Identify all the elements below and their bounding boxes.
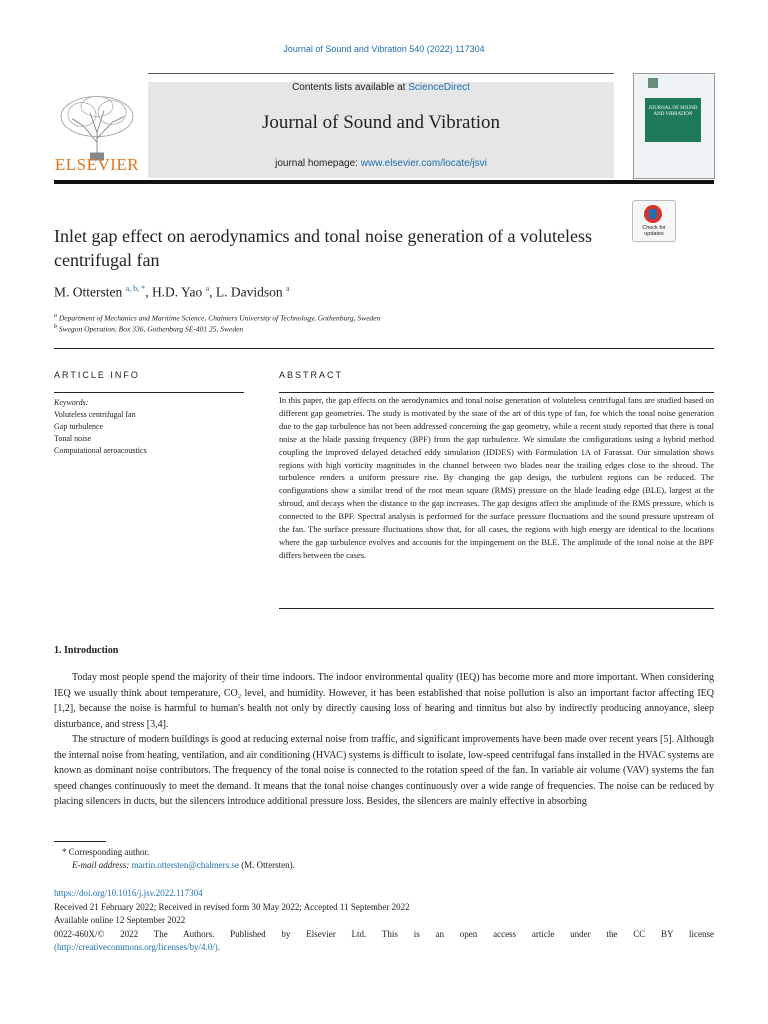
author-affiliation-marker[interactable]: a (205, 284, 210, 293)
online-date: Available online 12 September 2022 (54, 915, 186, 925)
abstract-bottom-rule (279, 608, 714, 609)
affiliation (54, 313, 380, 323)
abstract-text: In this paper, the gap effects on the aerodynamics and tonal noise generation of voluteless centrifugal fans are studied based on different gap geometries. The study is motivated by the state of the art of this type of fan, for which the tonal noise generation due to the gap turbulence has not been addressed concerning the gap geometry, while a recent study reported that there is tonal noise at the blade passing frequency (BPF) from the gap turbulence. We simulate the configurations using a hybrid method coupling the improved delayed detached eddy simulation (IDDES) with Formulation 1A of Farassat. Our simulation shows regions with high vorticity magnitudes in the channel between two blades near the trailing edges close to the shroud. The turbulence renders a uniform pressure rise. By changing the gap design, the turbulent regions can be reduced. The configurations show a similar trend of the root mean square (RMS) pressure on the blade leading edge (BLE), largest at the shroud, and decays when the distance to the gap increases. The gap designs affect the amplitude of the RMS pressure, which is connected to the BPF. Spectral analysis is performed for the surface pressure fluctuations and the sound pressure upstream of the fan. The surface pressure fluctuations show that, for all cases, the regions with high energy are identical to the locations where the gap turbulence evolves and accounts for the impingement on the BLE. The amplitude of the tonal noise at the BPF differs between the cases. (279, 395, 714, 560)
publisher-logo-text[interactable]: ELSEVIER (54, 155, 140, 174)
author-name[interactable]: H.D. Yao (151, 284, 203, 300)
affiliation-text: Department of Mechanics and Maritime Science, Chalmers University of Technology, Gothenburg, Sweden (58, 313, 381, 323)
homepage-link[interactable]: www.elsevier.com/locate/jsvi (360, 158, 487, 169)
journal-homepage (148, 158, 614, 169)
cover-title-text: JOURNAL OF SOUND AND VIBRATION (648, 106, 698, 117)
section-heading-introduction: 1. Introduction (54, 645, 119, 656)
affiliation-text: Swegon Operation, Box 336, Gothenburg SE-401 25, Sweden (58, 324, 244, 334)
license-statement: 0022-460X/© 2022 The Authors. Published by Elsevier Ltd. This is an open access article under the CC BY license (54, 928, 714, 939)
keyword: Computational aeroacoustics (54, 446, 147, 455)
email-footnote (72, 860, 295, 870)
check-for-updates-button[interactable] (632, 200, 676, 242)
author-name[interactable]: M. Ottersten (54, 284, 123, 300)
footnote-rule (54, 841, 106, 842)
cover-publisher-icon (648, 78, 658, 88)
article-title: Inlet gap effect on aerodynamics and tonal noise generation of a voluteless centrifugal fan (54, 226, 592, 270)
contents-line (148, 82, 614, 93)
email-suffix: (M. Ottersten). (238, 860, 295, 870)
affiliation-marker: b (54, 324, 57, 330)
keywords-block (54, 397, 147, 457)
abstract-rule (279, 392, 714, 393)
section-divider (54, 348, 714, 349)
received-dates: Received 21 February 2022; Received in revised form 30 May 2022; Accepted 11 September 2022 (54, 901, 410, 912)
intro-paragraph: Today most people spend the majority of their time indoors. The indoor environmental quality (IEQ) has become more and more important. When considering IEQ we usually think about temperature, CO₂ level, and humidity. However, it has been established that noise pollution is also an important factor affecting IEQ [1,2], because the noise is harmful to human's health not only by directly causing loss of hearing and tinnitus but also by indirectly producing annoyance, sleep disturbance, and stress [3,4]. (54, 672, 714, 730)
contents-prefix: Contents lists available at (292, 82, 409, 93)
sciencedirect-link[interactable]: ScienceDirect (408, 82, 470, 93)
homepage-prefix: journal homepage: (275, 158, 361, 169)
author-affiliation-marker[interactable]: a, b, * (125, 284, 146, 293)
cover-title-panel (645, 98, 701, 142)
email-label: E-mail address: (72, 860, 130, 870)
keywords-label: Keywords: (54, 398, 89, 407)
author-email-link[interactable]: martin.ottersten@chalmers.se (131, 860, 239, 870)
affiliation-marker: a (54, 313, 57, 319)
check-updates-label: Check for updates (642, 225, 666, 237)
doi-link[interactable]: https://doi.org/10.1016/j.jsv.2022.117304 (54, 888, 203, 898)
journal-title: Journal of Sound and Vibration (261, 112, 501, 133)
license-link[interactable]: (http://creativecommons.org/licenses/by/4.0/). (54, 942, 221, 952)
author-list: M. Ottersten $^{a, b, *}$, H.D. Yao $^a$, L. Davidson $^a$ (54, 284, 290, 300)
keyword: Gap turbulence (54, 422, 104, 431)
check-updates-icon (644, 205, 662, 223)
author-name[interactable]: L. Davidson (215, 284, 283, 300)
journal-cover-thumbnail[interactable] (633, 73, 715, 179)
abstract-heading: ABSTRACT (279, 370, 344, 380)
header-top-rule (148, 73, 614, 74)
author-affiliation-marker[interactable]: a (286, 284, 290, 293)
article-info-rule (54, 392, 244, 393)
keyword: Tonal noise (54, 434, 91, 443)
corresponding-author-note: * Corresponding author. (62, 847, 150, 857)
journal-reference[interactable]: Journal of Sound and Vibration 540 (2022) 117304 (283, 44, 485, 54)
affiliation (54, 324, 243, 334)
intro-paragraph: The structure of modern buildings is good at reducing external noise from traffic, and significant improvements have been made over recent years [5]. Although the internal noise from heating, ventilation, and air conditioning (HVAC) systems is difficult to isolate, low-speed centrifugal fans installed in the HVAC systems are known as dominant noise contributors. The frequency of the tonal noise is connected to the rotation speed of the fan. In variable air volume (VAV) systems the fan speed changes continuously to meet the demand. It means that the tonal noise changes continuously over a wide range of frequencies. The noise can be reduced by placing silencers in ducts, but the silencers introduce additional pressure loss. Besides, the silencers are mainly effective in absorbing (54, 734, 714, 807)
publication-info (54, 887, 714, 955)
article-info-heading: ARTICLE INFO (54, 370, 140, 380)
header-bottom-rule (54, 180, 714, 184)
keyword: Voluteless centrifugal fan (54, 410, 136, 419)
